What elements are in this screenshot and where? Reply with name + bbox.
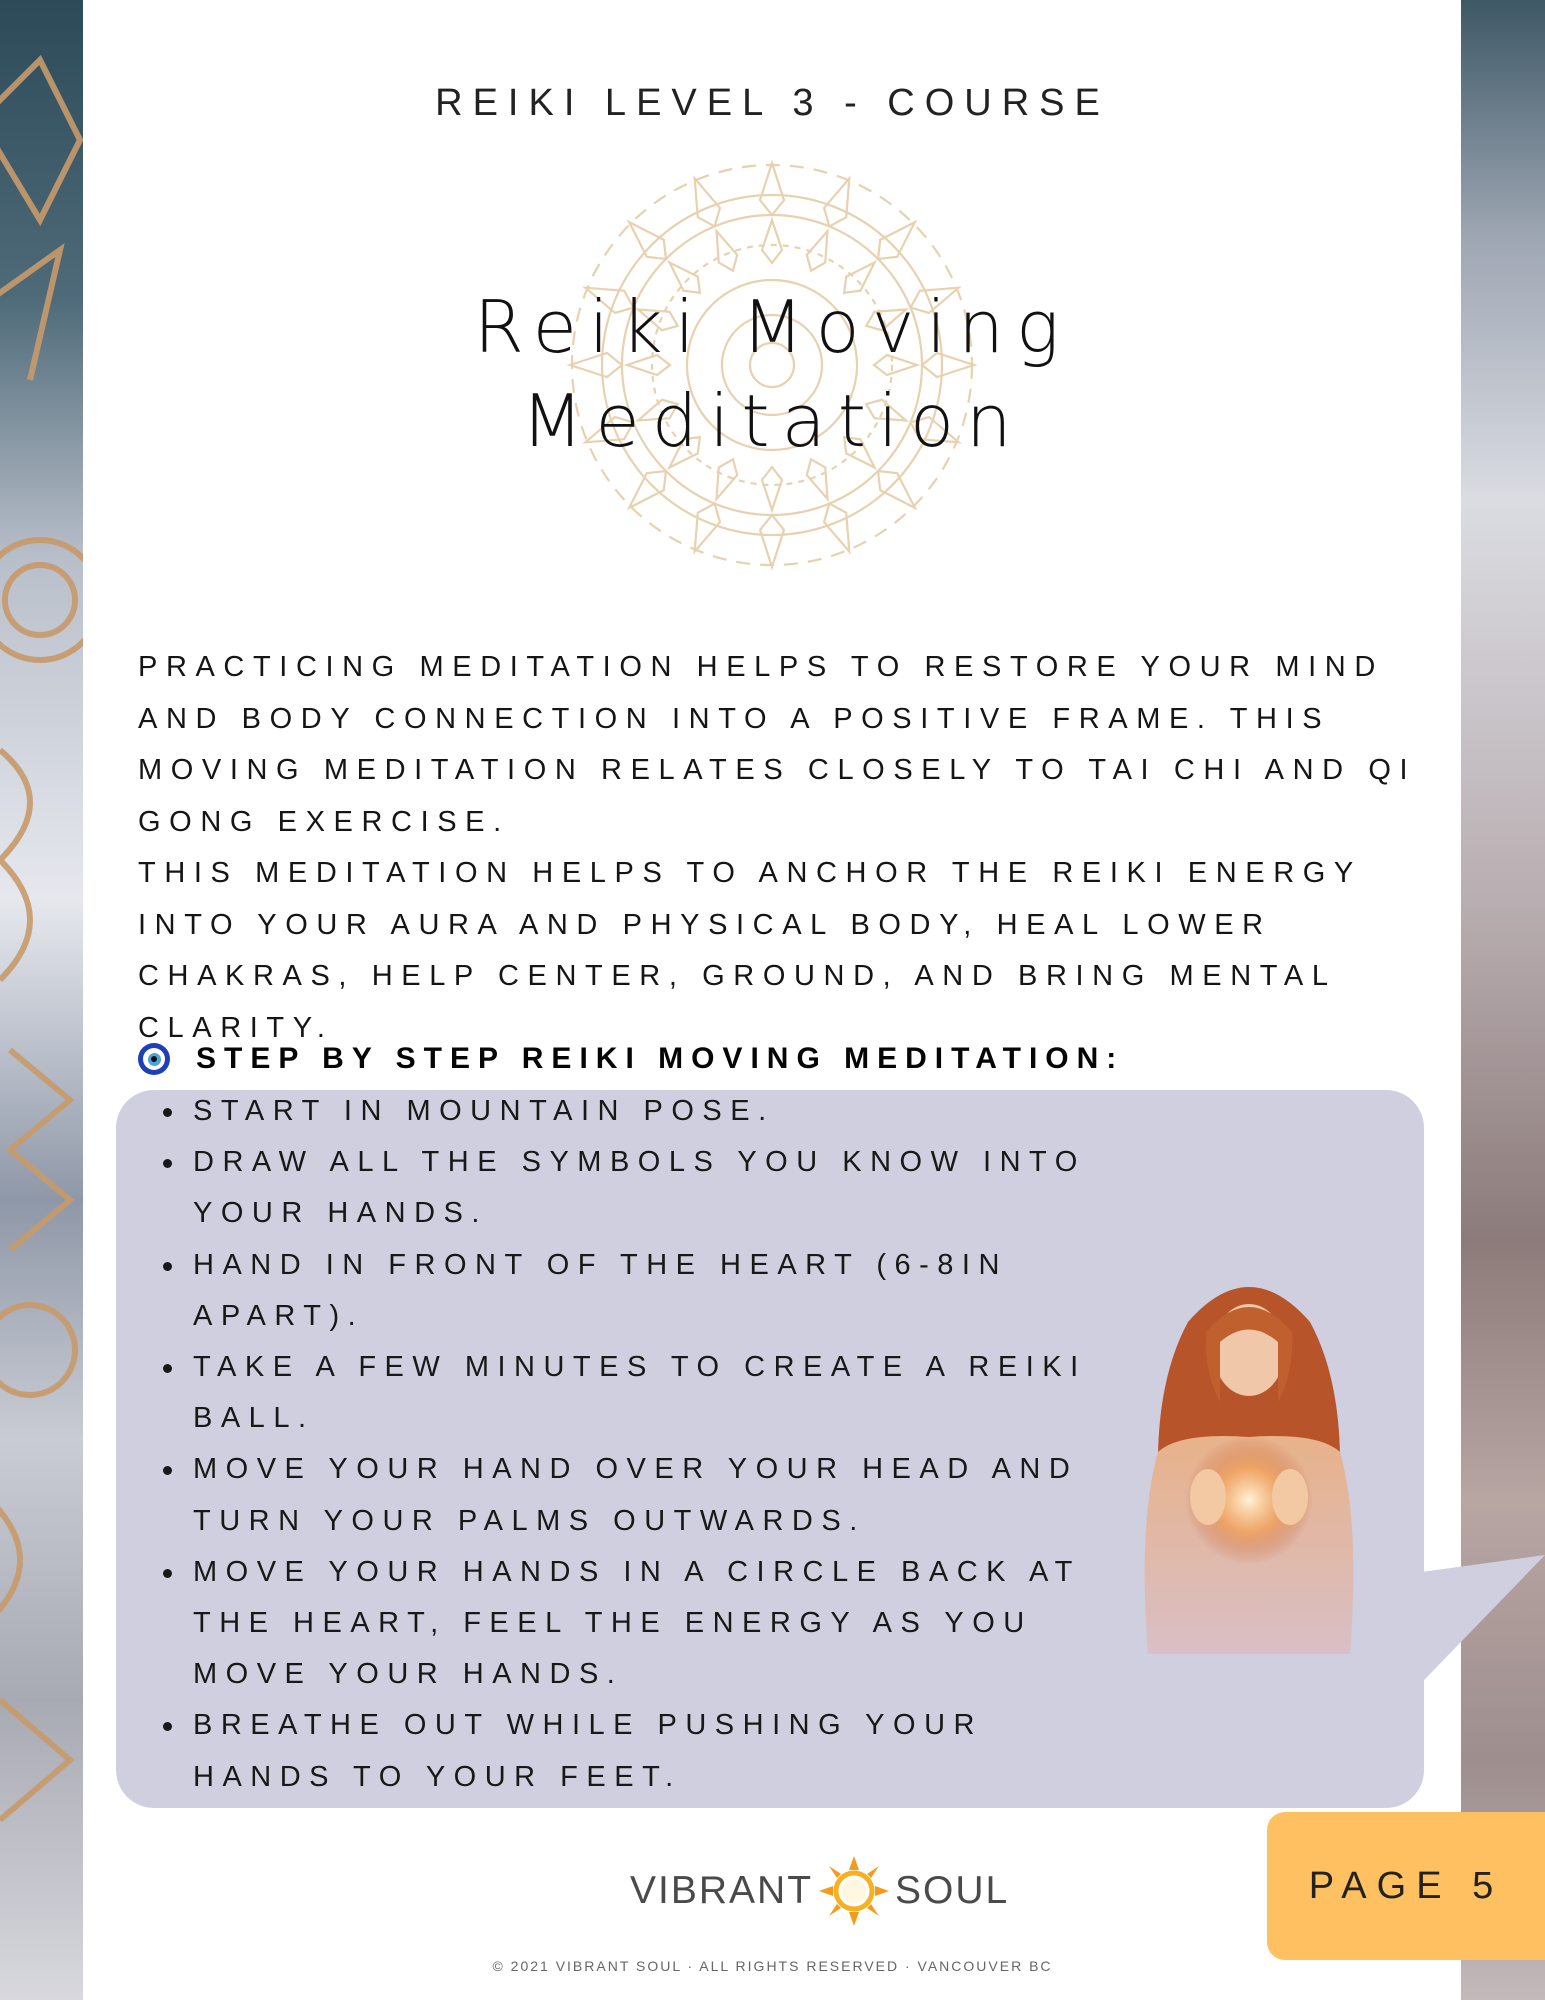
brand-logo <box>630 1856 1009 1926</box>
logo-word-right: SOUL <box>895 1869 1010 1912</box>
intro-paragraph-2: THIS MEDITATION HELPS TO ANCHOR THE REIKI ENERGY INTO YOUR AURA AND PHYSICAL BODY, HEAL LOWER CHAKRAS, HELP CENTER, GROUND, AND BRING MENTAL CLARITY. <box>138 857 1362 1044</box>
list-item: BREATHE OUT WHILE PUSHING YOUR HANDS TO YOUR FEET. <box>163 1700 1113 1802</box>
steps-heading <box>138 1042 1124 1076</box>
list-item: TAKE A FEW MINUTES TO CREATE A REIKI BALL. <box>163 1342 1113 1444</box>
page-title <box>0 280 1545 468</box>
woman-portrait-image <box>1118 1262 1380 1654</box>
list-item: DRAW ALL THE SYMBOLS YOU KNOW INTO YOUR HANDS. <box>163 1137 1113 1239</box>
page-number-badge: PAGE 5 <box>1267 1812 1545 1960</box>
logo-word-left: VIBRANT <box>630 1869 814 1912</box>
intro-paragraph-1: PRACTICING MEDITATION HELPS TO RESTORE YOUR MIND AND BODY CONNECTION INTO A POSITIVE FRAME. THIS MOVING MEDITATION RELATES CLOSELY TO TAI CHI AND QI GONG EXERCISE. <box>138 651 1417 838</box>
title-line-1: Reiki Moving <box>473 285 1072 369</box>
sun-icon <box>817 1854 891 1928</box>
speech-bubble-tail <box>1400 1555 1545 1715</box>
intro-text <box>138 642 1438 1054</box>
list-item: START IN MOUNTAIN POSE. <box>163 1086 1113 1137</box>
list-item: MOVE YOUR HAND OVER YOUR HEAD AND TURN YOUR PALMS OUTWARDS. <box>163 1444 1113 1546</box>
course-title: REIKI LEVEL 3 - COURSE <box>435 82 1110 124</box>
evil-eye-icon <box>138 1043 170 1075</box>
list-item: HAND IN FRONT OF THE HEART (6-8IN APART). <box>163 1240 1113 1342</box>
copyright-footer: © 2021 VIBRANT SOUL · ALL RIGHTS RESERVED · VANCOUVER BC <box>492 1958 1053 1974</box>
title-line-2: Meditation <box>521 379 1024 463</box>
list-item: MOVE YOUR HANDS IN A CIRCLE BACK AT THE HEART, FEEL THE ENERGY AS YOU MOVE YOUR HANDS. <box>163 1547 1113 1701</box>
steps-list <box>163 1086 1113 1803</box>
steps-heading-label: STEP BY STEP REIKI MOVING MEDITATION: <box>196 1042 1125 1075</box>
